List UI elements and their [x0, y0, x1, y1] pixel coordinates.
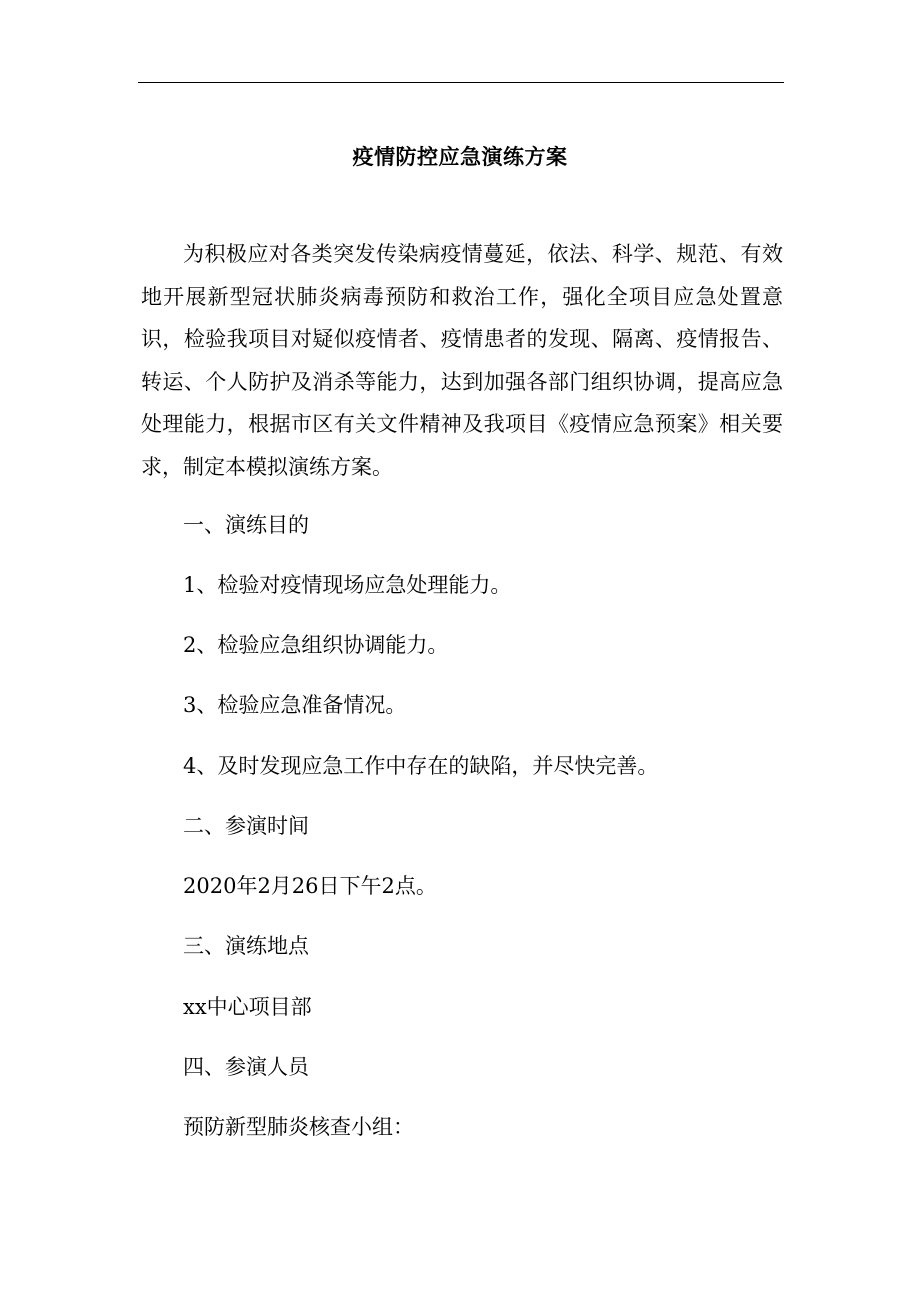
purpose-item: 2、检验应急组织协调能力。	[183, 633, 449, 657]
section-heading-location: 三、演练地点	[183, 934, 309, 958]
section-heading-time: 二、参演时间	[183, 814, 309, 838]
purpose-item: 1、检验对疫情现场应急处理能力。	[183, 573, 512, 597]
intro-paragraph: 为积极应对各类突发传染病疫情蔓延，依法、科学、规范、有效地开展新型冠状肺炎病毒预防和救治工作，强化全项目应急处置意识，检验我项目对疑似疫情者、疫情患者的发现、隔离、疫情报告、转运、个人防护及消杀等能力，达到加强各部门组织协调，提高应急处理能力，根据市区有关文件精神及我项目《疫情应急预案》相关要求，制定本模拟演练方案。	[141, 242, 783, 479]
time-text: 2020年2月26日下午2点。	[183, 874, 437, 898]
section-heading-personnel: 四、参演人员	[183, 1055, 309, 1079]
document-title: 疫情防控应急演练方案	[352, 144, 568, 169]
purpose-item: 4、及时发现应急工作中存在的缺陷，并尽快完善。	[183, 754, 659, 778]
personnel-text: 预防新型肺炎核查小组：	[183, 1115, 414, 1139]
section-heading-purpose: 一、演练目的	[183, 513, 309, 537]
purpose-item: 3、检验应急准备情况。	[183, 693, 407, 717]
header-rule	[138, 82, 784, 83]
location-text: xx中心项目部	[183, 995, 312, 1019]
